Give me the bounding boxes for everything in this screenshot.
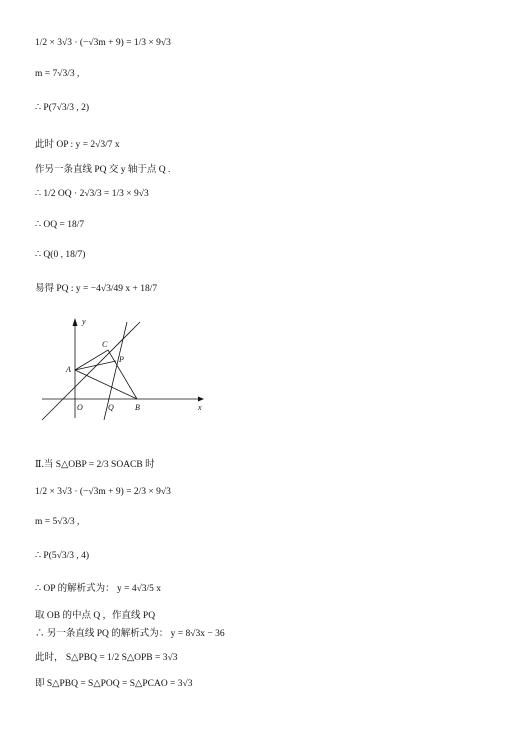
label-A: A	[66, 365, 71, 374]
line-7: ∴ OQ = 18/7	[35, 220, 85, 230]
label-P: P	[119, 355, 124, 364]
line-13: ∴ P(5√3/3 , 4)	[35, 551, 90, 561]
line-18: 即 S△PBQ = S△POQ = S△PCAO = 3√3	[35, 679, 193, 689]
line-3: ∴ P(7√3/3 , 2)	[35, 103, 90, 113]
line-15: 取 OB 的中点 Q ，作直线 PQ	[35, 611, 156, 621]
line-5: 作另一条直线 PQ 交 y 轴于点 Q .	[35, 165, 171, 175]
segment-AB	[75, 370, 137, 399]
label-x: x	[198, 403, 202, 412]
line-10: Ⅱ.当 S△OBP = 2/3 SOACB 时	[35, 460, 155, 470]
line-6: ∴ 1/2 OQ · 2√3/3 = 1/3 × 9√3	[35, 189, 149, 199]
x-axis-arrow	[198, 397, 204, 402]
segment-AP	[75, 361, 116, 370]
geometry-figure	[30, 312, 210, 422]
line-12: m = 5√3/3 ,	[35, 517, 80, 527]
y-axis-arrow	[73, 318, 78, 326]
label-y: y	[82, 317, 86, 326]
line-9: 易得 PQ : y = −4√3/49 x + 18/7	[35, 284, 158, 294]
label-Q: Q	[108, 403, 114, 412]
line-14: ∴ OP 的解析式为： y = 4√3/5 x	[35, 584, 162, 594]
line-17: 此时， S△PBQ = 1/2 S△OPB = 3√3	[35, 653, 178, 663]
line-11: 1/2 × 3√3 · (−√3m + 9) = 2/3 × 9√3	[35, 487, 171, 497]
line-2: m = 7√3/3 ,	[35, 69, 80, 79]
line-4: 此时 OP : y = 2√3/7 x	[35, 140, 120, 150]
label-O: O	[77, 403, 83, 412]
line-OP	[42, 322, 140, 420]
line-1: 1/2 × 3√3 · (−√3m + 9) = 1/3 × 9√3	[35, 38, 171, 48]
line-16: ∴ 另一条直线 PQ 的解析式为： y = 8√3x − 36	[35, 629, 225, 639]
line-8: ∴ Q(0 , 18/7)	[35, 250, 86, 260]
label-B: B	[135, 403, 140, 412]
label-C: C	[102, 340, 108, 349]
